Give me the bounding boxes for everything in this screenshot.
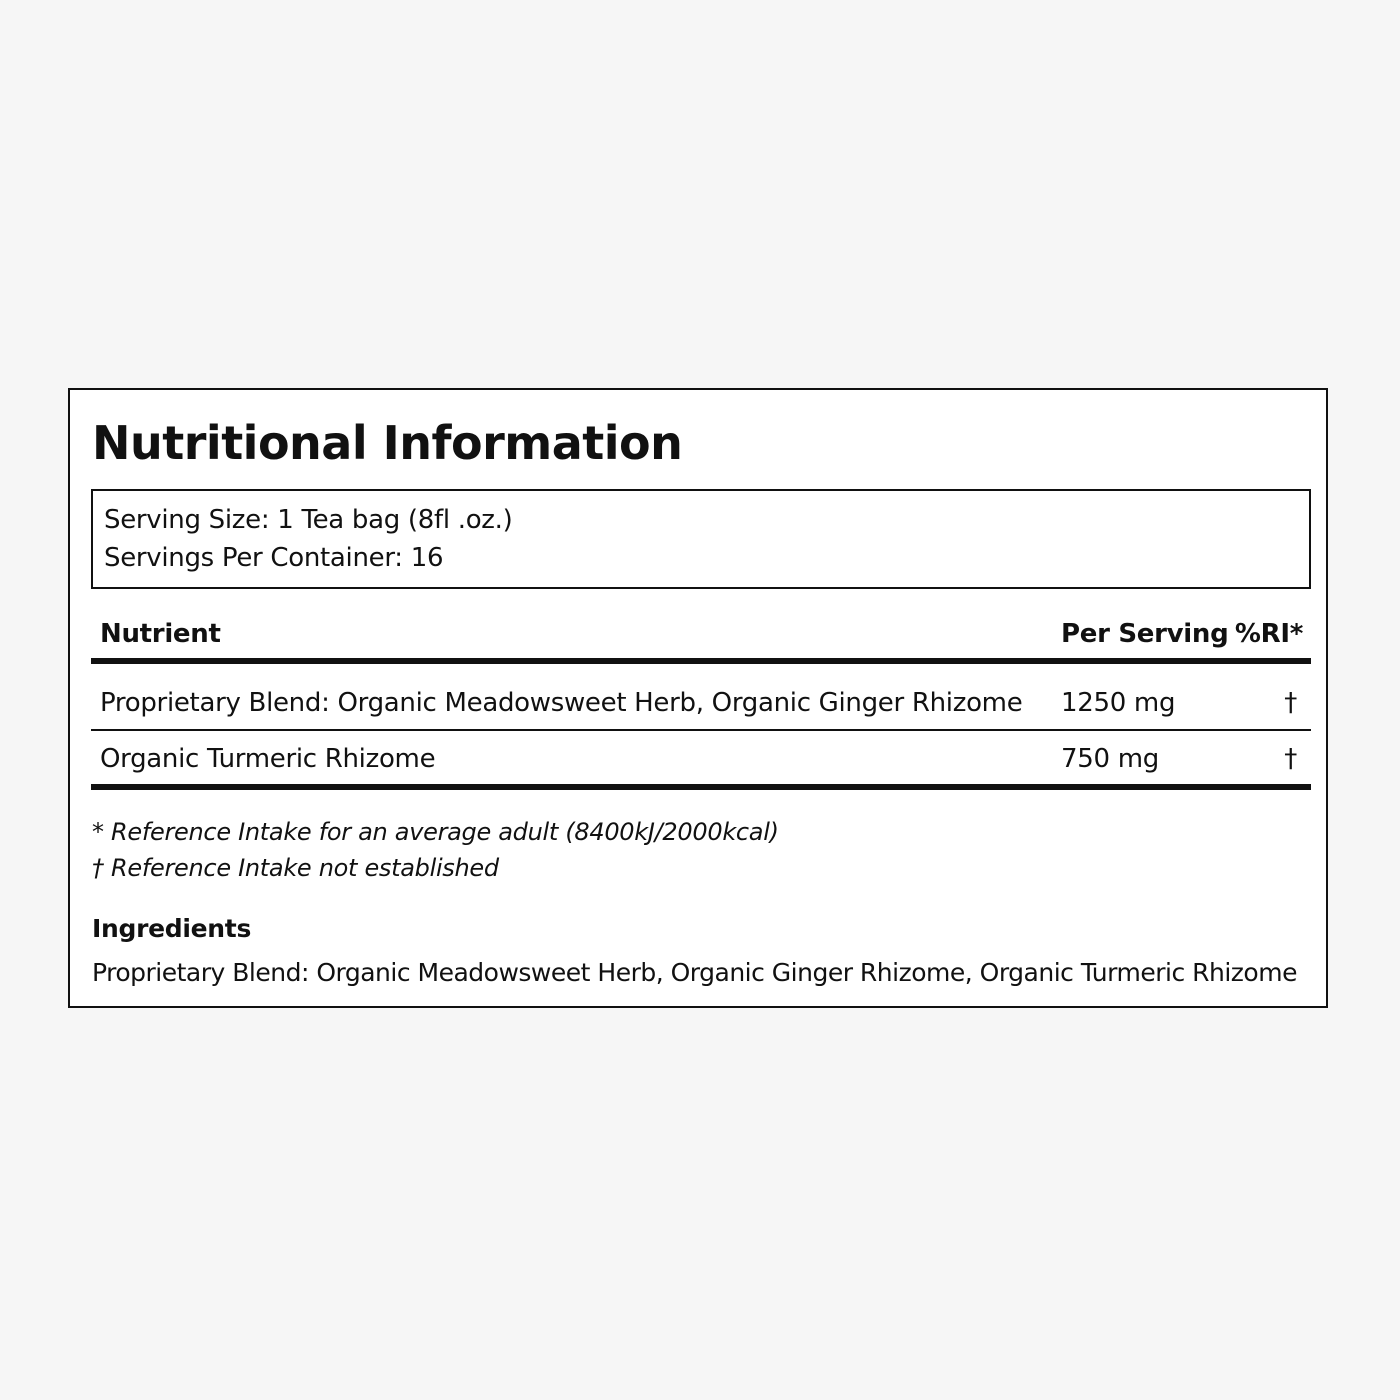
nutrient-table-header <box>91 615 1311 663</box>
footnote-reference-intake: * Reference Intake for an average adult (8400kJ/2000kcal) <box>92 818 779 846</box>
footnotes <box>92 814 779 886</box>
nutrition-label-panel <box>68 388 1328 1008</box>
table-row <box>91 734 1311 784</box>
table-row <box>91 678 1311 728</box>
row-amount: 750 mg <box>1061 744 1159 774</box>
header-divider <box>91 658 1311 664</box>
row-nutrient-name: Organic Turmeric Rhizome <box>100 744 436 774</box>
footnote-not-established: † Reference Intake not established <box>92 854 499 882</box>
serving-size: Serving Size: 1 Tea bag (8fl .oz.) <box>104 505 513 535</box>
header-nutrient: Nutrient <box>100 619 221 649</box>
header-per-serving: Per Serving <box>1061 619 1229 649</box>
serving-info-box <box>91 489 1311 589</box>
ingredients-heading: Ingredients <box>92 914 252 943</box>
row-ri: † <box>1284 744 1297 774</box>
row-ri: † <box>1284 688 1297 718</box>
label-title: Nutritional Information <box>92 416 683 470</box>
row-nutrient-name: Proprietary Blend: Organic Meadowsweet Herb, Organic Ginger Rhizome <box>100 688 1023 718</box>
row-divider <box>91 729 1311 731</box>
servings-per-container: Servings Per Container: 16 <box>104 543 444 573</box>
ingredients-text: Proprietary Blend: Organic Meadowsweet Herb, Organic Ginger Rhizome, Organic Turmeric Rhizome <box>92 958 1297 987</box>
row-amount: 1250 mg <box>1061 688 1176 718</box>
header-ri: %RI* <box>1234 619 1303 649</box>
table-bottom-divider <box>91 784 1311 790</box>
